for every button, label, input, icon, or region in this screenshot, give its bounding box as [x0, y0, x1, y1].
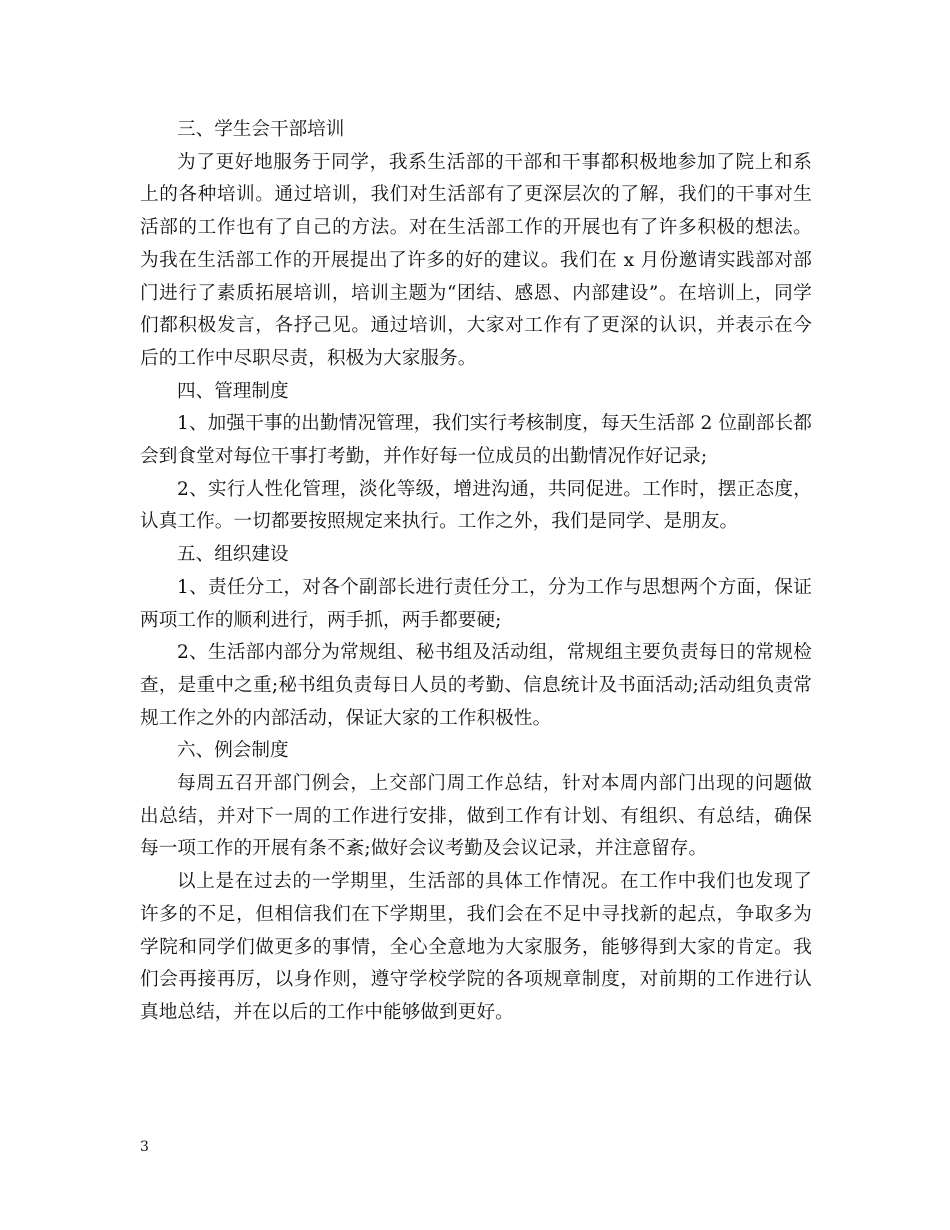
- paragraph-organization-2: 2、生活部内部分为常规组、秘书组及活动组，常规组主要负责每日的常规检查，是重中之重;秘书组负责每日人员的考勤、信息统计及书面活动;活动组负责常规工作之外的内部活动，保证大家的工作积极性。: [140, 642, 812, 729]
- section-heading-meetings: 六、例会制度: [177, 740, 289, 762]
- paragraph-management-2: 2、实行人性化管理，淡化等级，增进沟通，共同促进。工作时，摆正态度，认真工作。一切都要按照规定来执行。工作之外，我们是同学、是朋友。: [140, 478, 812, 533]
- document-body: [140, 114, 812, 1030]
- paragraph-management-1: 1、加强干事的出勤情况管理，我们实行考核制度，每天生活部 2 位副部长都会到食堂对每位干事打考勤，并作好每一位成员的出勤情况作好记录;: [140, 413, 812, 468]
- paragraph-training: 为了更好地服务于同学，我系生活部的干部和干事都积极地参加了院上和系上的各种培训。通过培训，我们对生活部有了更深层次的了解，我们的干事对生活部的工作也有了自己的方法。对在生活部工作的开展也有了许多积极的想法。为我在生活部工作的开展提出了许多的好的建议。我们在 x 月份邀请实践部对部门进行了素质拓展培训，培训主题为“团结、感恩、内部建设”。在培训上，同学们都积极发言，各抒己见。通过培训，大家对工作有了更深的认识，并表示在今后的工作中尽职尽责，积极为大家服务。: [140, 151, 812, 369]
- section-heading-organization: 五、组织建设: [177, 544, 289, 566]
- paragraph-conclusion: 以上是在过去的一学期里，生活部的具体工作情况。在工作中我们也发现了许多的不足，但相信我们在下学期里，我们会在不足中寻找新的起点，争取多为学院和同学们做更多的事情，全心全意地为大家服务，能够得到大家的肯定。我们会再接再厉，以身作则，遵守学校学院的各项规章制度，对前期的工作进行认真地总结，并在以后的工作中能够做到更好。: [140, 871, 812, 1023]
- section-heading-training: 三、学生会干部培训: [177, 119, 345, 140]
- paragraph-organization-1: 1、责任分工，对各个副部长进行责任分工，分为工作与思想两个方面，保证两项工作的顺利进行，两手抓，两手都要硬;: [140, 576, 812, 631]
- section-heading-management: 四、管理制度: [177, 380, 289, 402]
- paragraph-meetings: 每周五召开部门例会，上交部门周工作总结，针对本周内部门出现的问题做出总结，并对下一周的工作进行安排，做到工作有计划、有组织、有总结，确保每一项工作的开展有条不紊;做好会议考勤及会议记录，并注意留存。: [140, 773, 812, 860]
- page-number: 3: [140, 1139, 149, 1155]
